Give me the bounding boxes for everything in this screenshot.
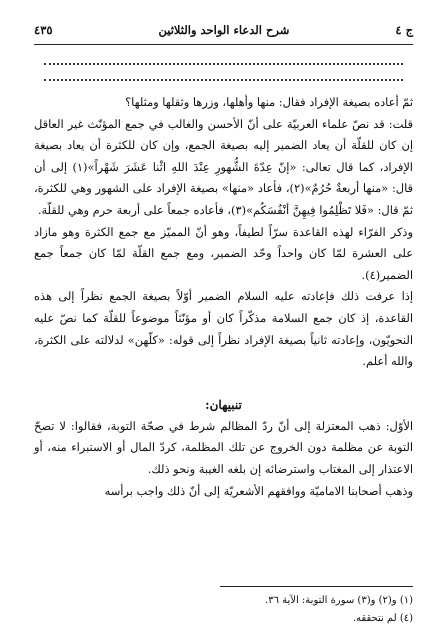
part-label: ج ٤: [395, 23, 413, 37]
footnote: (١) و(٢) و(٣) سورة التوبة: الآية ٣٦.: [265, 595, 413, 606]
paragraph: قلت: قد نصّ علماء العربيّة على أنّ الأحسن والغالب في جمع المؤنّث غير العاقل إن كان للقلّة أن يعاد الضمير إليه بصيغة الجمع، وإن كان للكثرة أن يعاد بصيغة الإفراد، كما قال تعالى: «إنّ عِدّةَ الشُّهورِ عِنْدَ اللهِ اثْنا عَشَرَ شَهْراً»(١) إلى أن قال: «منها أربعةٌ حُرُمٌ»(٢)، فأعاد «منها» بصيغة الإفراد على الشهور وهي للكثرة، ثمّ قال: «فَلا تَظْلِمُوا فِيهِنَّ أنْفُسَكُم»(٣)، فأعاده جمعاً على أربعة حرم وهي للقلّة.: [34, 116, 413, 217]
dotted-line: [44, 63, 403, 65]
dotted-line: [44, 79, 403, 81]
paragraph: إذا عرفت ذلك فإعادته عليه السلام الضمير أوّلاً بصيغة الجمع نظراً إلى هذه القاعدة، إذ كان جمع السلامة مذكّراً كان أو مؤنّثاً موضوعاً للقلّة كما نصّ عليه النحويّون، وإعادته ثانياً بصيغة الإفراد نظراً إلى قوله: «كلّهن» لدلالته على الكثرة، والله أعلم.: [34, 289, 413, 369]
paragraph: الأوّل: ذهب المعتزلة إلى أنّ ردّ المظالم شرط في صحّة التوبة، فقالوا: لا تصحّ التوبة عن مظلمة دون الخروج عن تلك المظلمة، كردّ المال أو الاستبراء منه، أو الاعتذار إلى المغتاب واسترضائه إن بلغه الغيبة ونحو ذلك.: [34, 418, 413, 476]
footnotes: [34, 592, 413, 628]
header-rule: [34, 44, 413, 45]
section-heading: تنبيهان:: [205, 397, 242, 412]
chapter-title: شرح الدعاء الواحد والثلاثين: [158, 23, 290, 37]
footnote: (٤) لم نتحققه.: [352, 613, 413, 624]
paragraph: ثمّ أعاده بصيغة الإفراد فقال: منها وأهلها، وزرها وثقلها ومثلها؟: [125, 95, 413, 109]
main-text: [34, 92, 413, 502]
spacer: [34, 373, 413, 393]
page-number: ٤٣٥: [34, 23, 53, 37]
paragraph: وذهب أصحابنا الاماميّة ووافقهم الأشعريّة إلى أنّ ذلك واجب برأسه: [104, 483, 413, 498]
running-header: [34, 20, 413, 40]
paragraph: وذكر الفرّاء لهذه القاعدة سرّاً لطيفاً، وهو أنّ المميّز مع جمع الكثرة وهو مازاد على العشرة لمّا كان واحداً وحّد الضمير، ومع جمع القلّة لمّا كان جمعاً جمع الضمير(٤).: [34, 224, 413, 282]
footnote-rule: [220, 586, 413, 587]
